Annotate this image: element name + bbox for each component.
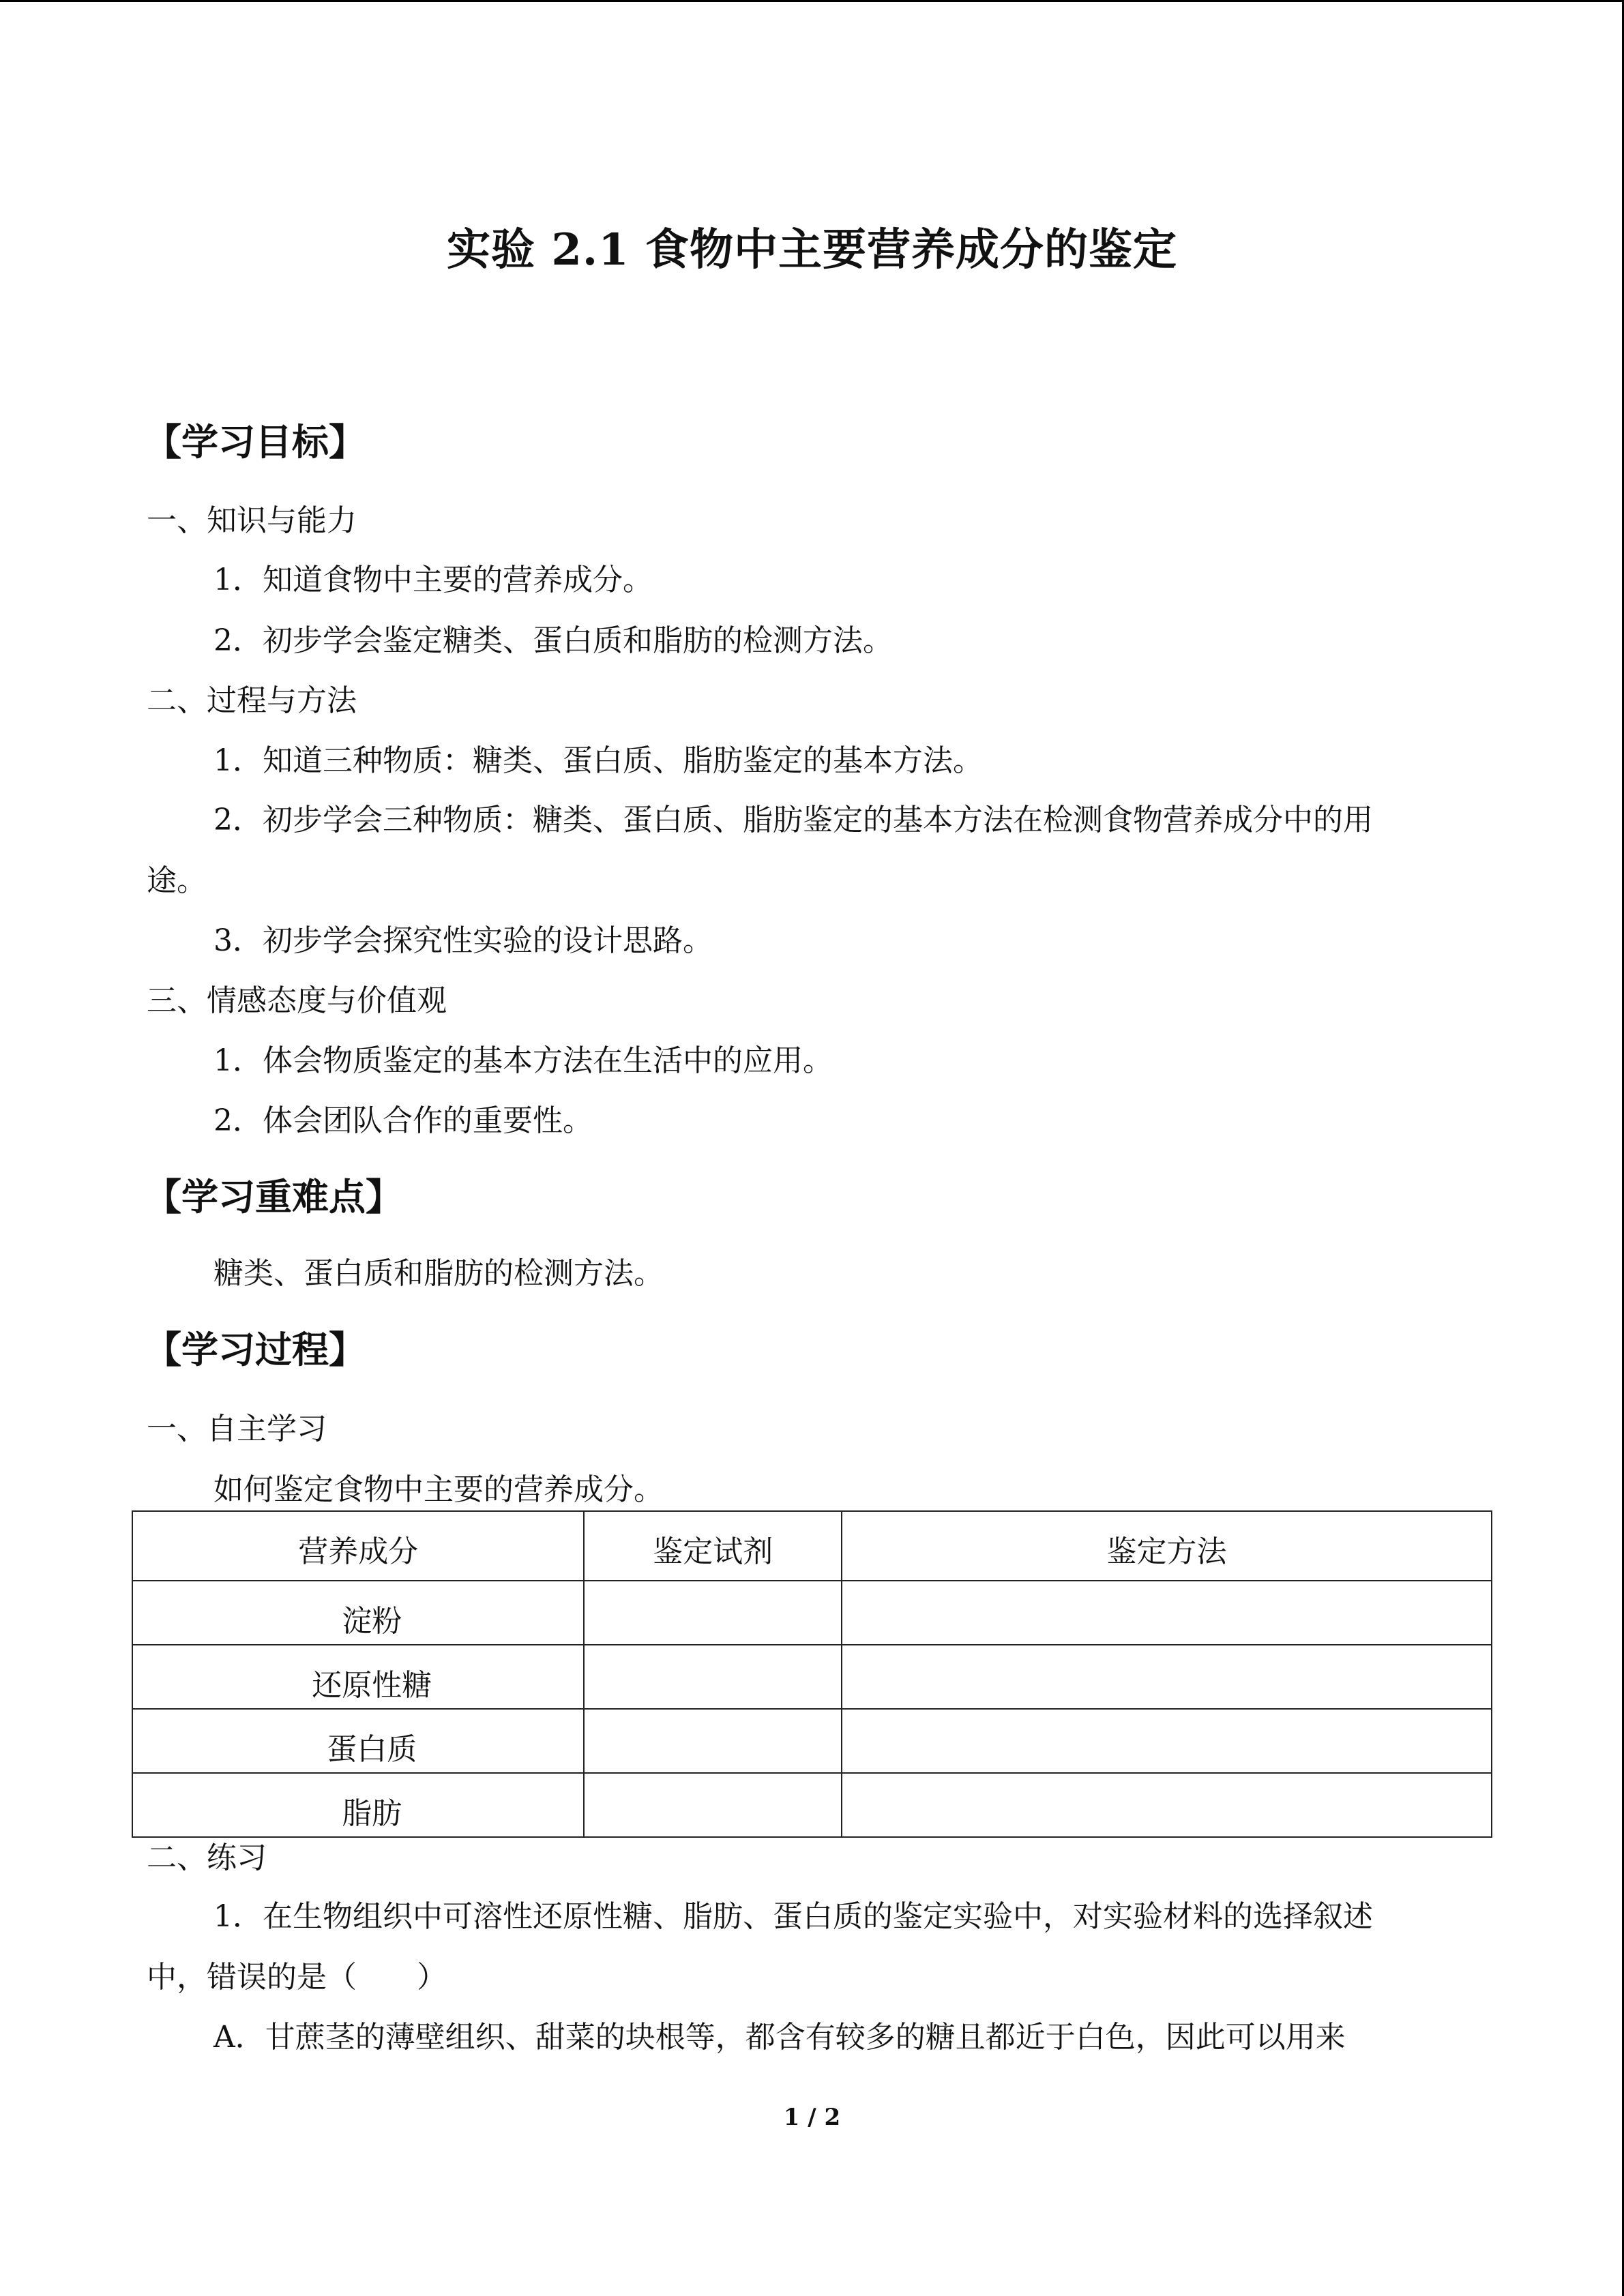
nutrient-cell bbox=[132, 1645, 584, 1709]
learning-process-heading: 【学习过程】 bbox=[145, 1328, 366, 1371]
nutrient-name: 脂肪 bbox=[342, 1796, 402, 1831]
knowledge-item-2: 2．初步学会鉴定糖类、蛋白质和脂肪的检测方法。 bbox=[213, 623, 893, 658]
objectives-heading: 【学习目标】 bbox=[145, 420, 366, 464]
method-cell[interactable] bbox=[842, 1773, 1492, 1837]
nutrient-cell bbox=[132, 1773, 584, 1837]
emotion-item-1: 1．体会物质鉴定的基本方法在生活中的应用。 bbox=[213, 1043, 833, 1078]
question-1-option-a: A．甘蔗茎的薄壁组织、甜菜的块根等，都含有较多的糖且都近于白色，因此可以用来 bbox=[213, 2020, 1346, 2055]
nutrient-name: 还原性糖 bbox=[312, 1668, 432, 1703]
nutrient-name: 淀粉 bbox=[342, 1604, 402, 1639]
method-cell[interactable] bbox=[842, 1645, 1492, 1709]
process-item-2: 2．初步学会三种物质：糖类、蛋白质、脂肪鉴定的基本方法在检测食物营养成分中的用 bbox=[213, 803, 1373, 837]
question-1: 1．在生物组织中可溶性还原性糖、脂肪、蛋白质的鉴定实验中，对实验材料的选择叙述 bbox=[213, 1899, 1373, 1934]
top-border-rule bbox=[0, 0, 1624, 2]
process-item-2-continuation: 途。 bbox=[147, 863, 207, 898]
practice-label: 二、练习 bbox=[147, 1840, 267, 1875]
nutrient-identification-table bbox=[132, 1510, 1492, 1838]
reagent-cell[interactable] bbox=[584, 1709, 842, 1773]
table-header-row bbox=[132, 1511, 1492, 1581]
page-number: 1 / 2 bbox=[783, 2104, 841, 2131]
question-1-continuation: 中，错误的是（ ） bbox=[147, 1960, 447, 1995]
process-item-1: 1．知道三种物质：糖类、蛋白质、脂肪鉴定的基本方法。 bbox=[213, 743, 983, 778]
header-reagent: 鉴定试剂 bbox=[584, 1511, 842, 1581]
nutrient-cell bbox=[132, 1581, 584, 1645]
knowledge-ability-label: 一、知识与能力 bbox=[147, 503, 357, 538]
document-title: 实验 2.1 食物中主要营养成分的鉴定 bbox=[447, 224, 1177, 275]
table-row bbox=[132, 1709, 1492, 1773]
reagent-cell[interactable] bbox=[584, 1773, 842, 1837]
reagent-cell[interactable] bbox=[584, 1645, 842, 1709]
nutrient-cell bbox=[132, 1709, 584, 1773]
emotion-item-2: 2．体会团队合作的重要性。 bbox=[213, 1103, 593, 1138]
method-cell[interactable] bbox=[842, 1709, 1492, 1773]
reagent-cell[interactable] bbox=[584, 1581, 842, 1645]
key-points-heading: 【学习重难点】 bbox=[145, 1175, 402, 1219]
self-study-prompt: 如何鉴定食物中主要的营养成分。 bbox=[213, 1472, 664, 1507]
header-method: 鉴定方法 bbox=[842, 1511, 1492, 1581]
process-item-3: 3．初步学会探究性实验的设计思路。 bbox=[213, 923, 713, 958]
emotion-values-label: 三、情感态度与价值观 bbox=[147, 983, 447, 1018]
nutrient-name: 蛋白质 bbox=[327, 1732, 417, 1767]
process-method-label: 二、过程与方法 bbox=[147, 683, 357, 718]
header-nutrient: 营养成分 bbox=[132, 1511, 584, 1581]
self-study-label: 一、自主学习 bbox=[147, 1412, 327, 1446]
method-cell[interactable] bbox=[842, 1581, 1492, 1645]
table-row bbox=[132, 1581, 1492, 1645]
table-row bbox=[132, 1645, 1492, 1709]
knowledge-item-1: 1．知道食物中主要的营养成分。 bbox=[213, 563, 653, 597]
table-row bbox=[132, 1773, 1492, 1837]
key-points-text: 糖类、蛋白质和脂肪的检测方法。 bbox=[213, 1256, 664, 1291]
